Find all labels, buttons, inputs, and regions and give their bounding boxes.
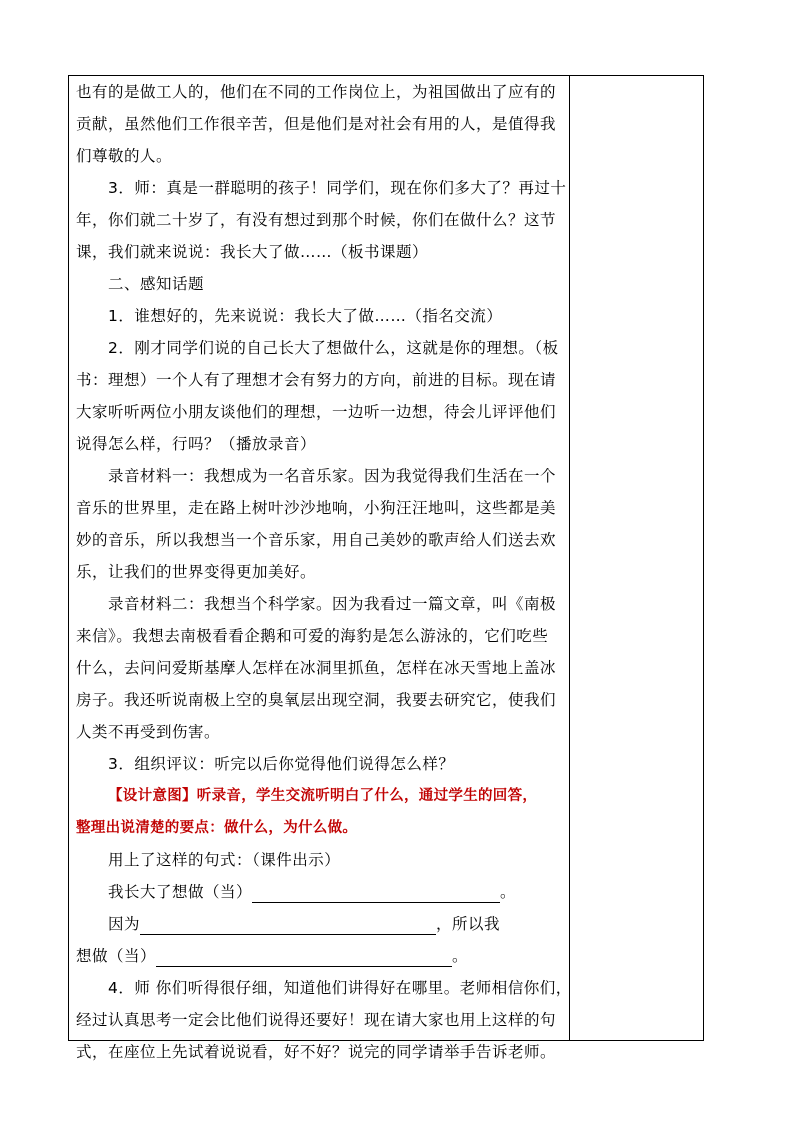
design-intent-note: 整理出说清楚的要点：做什么，为什么做。 [76, 820, 358, 836]
text-line: 式，在座位上先试着说说看，好不好？说完的同学请举手告诉老师。 [76, 1043, 557, 1061]
text-line: 3．师：真是一群聪明的孩子！同学们，现在你们多大了？再过十 [108, 179, 567, 197]
text-line: 用上了这样的句式：（课件出示） [108, 851, 341, 869]
text-line: 3．组织评议：听完以后你觉得他们说得怎么样？ [108, 755, 455, 773]
text-line: 妙的音乐，所以我想当一个音乐家，用自己美妙的歌声给人们送去欢 [76, 531, 557, 549]
text-line: 书：理想）一个人有了理想才会有努力的方向，前进的目标。现在请 [76, 371, 557, 389]
fill-blank [252, 882, 500, 903]
sentence-pattern-text: 因为 [108, 915, 141, 933]
fill-blank [156, 946, 452, 967]
text-line: 说得怎么样，行吗？（播放录音） [76, 435, 317, 453]
section-heading: 二、感知话题 [108, 275, 205, 293]
text-line: 4．师 你们听得很仔细，知道他们讲得好在哪里。老师相信你们， [108, 979, 572, 997]
text-line: 乐，让我们的世界变得更加美好。 [76, 563, 317, 581]
sentence-pattern-text: 我长大了想做（当） [108, 883, 253, 901]
column-divider [569, 76, 570, 1040]
text-line: 2．刚才同学们说的自己长大了想做什么，这就是你的理想。（板 [108, 339, 559, 357]
design-intent-note: 【设计意图】听录音，学生交流听明白了什么，通过学生的回答， [108, 788, 538, 804]
lesson-table [68, 75, 704, 1061]
text-line: 录音材料一：我想成为一名音乐家。因为我觉得我们生活在一个 [108, 467, 557, 485]
sentence-pattern-text: ，所以我 [436, 915, 501, 933]
text-line: 也有的是做工人的，他们在不同的工作岗位上，为祖国做出了应有的 [76, 83, 557, 101]
sentence-pattern-line [76, 908, 560, 940]
sentence-pattern-line [76, 940, 560, 972]
sentence-pattern-text: 。 [500, 883, 517, 901]
text-line: 音乐的世界里，走在路上树叶沙沙地响，小狗汪汪地叫，这些都是美 [76, 499, 557, 517]
text-line: 们尊敬的人。 [76, 147, 173, 165]
text-line: 房子。我还听说南极上空的臭氧层出现空洞，我要去研究它，使我们 [76, 691, 557, 709]
text-line: 1．谁想好的，先来说说：我长大了做……（指名交流） [108, 307, 503, 325]
text-line: 大家听听两位小朋友谈他们的理想，一边听一边想，待会儿评评他们 [76, 403, 557, 421]
fill-blank [140, 914, 436, 935]
text-line: 年，你们就二十岁了，有没有想过到那个时候，你们在做什么？这节 [76, 211, 557, 229]
text-line: 课，我们就来说说：我长大了做……（板书课题） [76, 243, 429, 261]
text-line: 什么，去问问爱斯基摩人怎样在冰洞里抓鱼，怎样在冰天雪地上盖冰 [76, 659, 557, 677]
sentence-pattern-text: 。 [452, 947, 469, 965]
text-line: 人类不再受到伤害。 [76, 723, 221, 741]
text-line: 贡献，虽然他们工作很辛苦，但是他们是对社会有用的人，是值得我 [76, 115, 557, 133]
sentence-pattern-line [76, 876, 560, 908]
text-line: 来信》。我想去南极看看企鹅和可爱的海豹是怎么游泳的，它们吃些 [76, 627, 549, 645]
lesson-content-cell [76, 76, 572, 1068]
text-line: 经过认真思考一定会比他们说得还要好！现在请大家也用上这样的句 [76, 1011, 557, 1029]
sentence-pattern-text: 想做（当） [76, 947, 157, 965]
text-line: 录音材料二：我想当个科学家。因为我看过一篇文章，叫《南极 [108, 595, 557, 613]
